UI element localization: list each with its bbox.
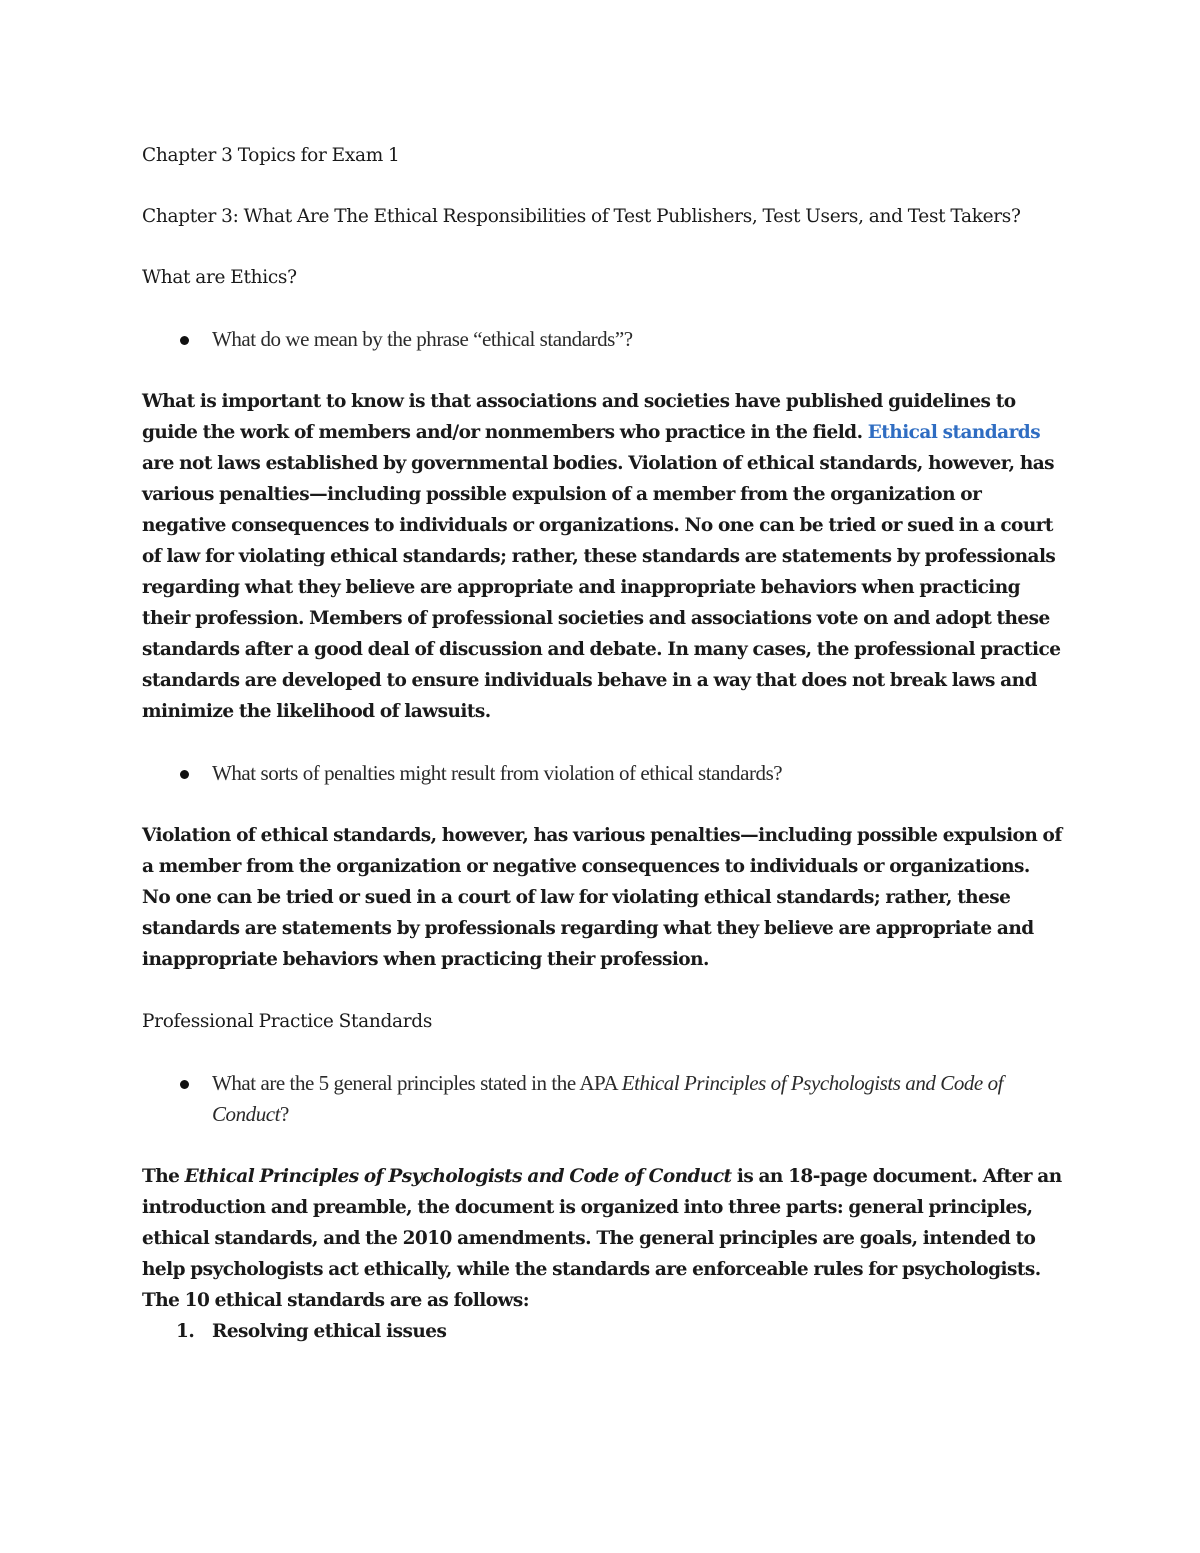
numbered-list-item [142,1316,1062,1347]
bullet-dot-icon [180,770,189,779]
bullet-question-general-principles [142,1068,1062,1130]
bullet-text-pre: What are the 5 general principles stated in the APA [212,1071,622,1095]
answer-text-pre: What is important to know is that associations and societies have published guidelines to guide the work of members and/or nonmembers who practice in the field. [142,391,1016,443]
bullet-text-post: ? [280,1102,289,1126]
bullet-text-italic: Ethical Principles of Psychologists and Code of Conduct [212,1071,1004,1126]
answer-text-pre: The [142,1166,185,1187]
list-item-number: 1. [176,1321,195,1342]
answer-paragraph-code-of-conduct [142,1161,1062,1316]
bullet-dot-icon [180,1080,189,1089]
chapter-title: Chapter 3: What Are The Ethical Responsibilities of Test Publishers, Test Users, and Test Takers? [142,206,1021,227]
bullet-text: What sorts of penalties might result from violation of ethical standards? [212,761,783,785]
document-page [142,140,1062,1347]
bullet-dot-icon [180,336,189,345]
answer-text-post: are not laws established by governmental bodies. Violation of ethical standards, however, has various penalties—including possible expulsion of a member from the organization or negative consequences to individuals or organizations. No one can be tried or sued in a court of law for violating ethical standards; rather, these standards are statements by professionals regarding what they believe are appropriate and inappropriate behaviors when practicing their profession. Members of professional societies and associations vote on and adopt these standards after a good deal of discussion and debate. In many cases, the professional practice standards are developed to ensure individuals behave in a way that does not break laws and minimize the likelihood of lawsuits. [142,453,1061,722]
section-heading-ethics: What are Ethics? [142,267,297,288]
answer-paragraph-ethical-standards [142,386,1062,727]
answer-text-post: is an 18-page document. After an introduction and preamble, the document is organized into three parts: general principles, ethical standards, and the 2010 amendments. The general principles are goals, intended to help psychologists act ethically, while the standards are enforceable rules for psychologists. The 10 ethical standards are as follows: [142,1166,1062,1311]
bullet-question-penalties [142,758,1062,789]
list-item-text: Resolving ethical issues [212,1321,447,1342]
answer-paragraph-penalties: Violation of ethical standards, however, has various penalties—including possible expulsion of a member from the organization or negative consequences to individuals or organizations. No one can be tried or sued in a court of law for violating ethical standards; rather, these standards are statements by professionals regarding what they believe are appropriate and inappropriate behaviors when practicing their profession. [142,825,1062,970]
document-title: Chapter 3 Topics for Exam 1 [142,145,400,166]
answer-text-italic: Ethical Principles of Psychologists and Code of Conduct [184,1166,732,1187]
bullet-question-ethical-standards [142,324,1062,355]
bullet-text: What do we mean by the phrase “ethical standards”? [212,327,633,351]
section-heading-professional-practice: Professional Practice Standards [142,1011,433,1032]
ethical-standards-link[interactable]: Ethical standards [867,422,1041,443]
